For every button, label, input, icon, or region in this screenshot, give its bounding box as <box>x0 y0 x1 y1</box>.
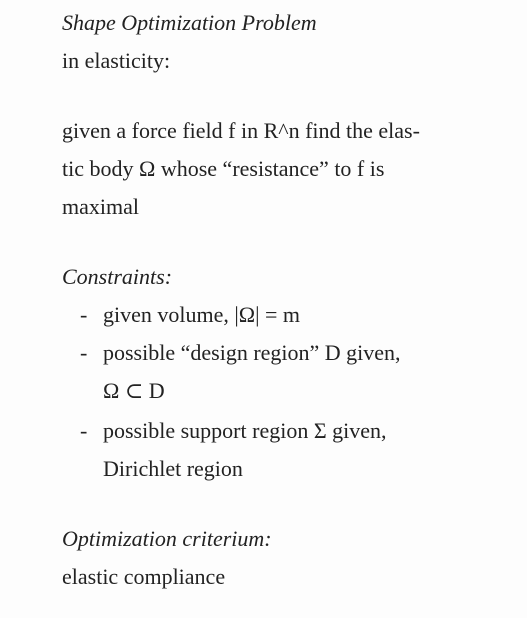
constraint-2-line-2: Ω ⊂ D <box>103 378 165 403</box>
constraint-2-line-1: possible “design region” D given, <box>103 340 401 365</box>
criterion-label: Optimization criterium: <box>62 526 272 551</box>
statement-line-2: tic body Ω whose “resistance” to f is <box>62 156 385 181</box>
heading-title: Shape Optimization Problem <box>62 10 317 35</box>
constraint-1-line-1: given volume, |Ω| = m <box>103 302 301 327</box>
constraint-1-dash: - <box>80 302 88 327</box>
constraints-label: Constraints: <box>62 264 173 289</box>
heading-subtitle: in elasticity: <box>62 48 171 73</box>
constraint-3-dash: - <box>80 418 88 443</box>
statement-line-1: given a force field f in R^n find the elas- <box>62 118 420 143</box>
constraint-3-line-2: Dirichlet region <box>103 456 243 481</box>
statement-line-3: maximal <box>62 194 139 219</box>
criterion-value: elastic compliance <box>62 564 226 589</box>
constraint-2-dash: - <box>80 340 88 365</box>
constraint-3-line-1: possible support region Σ given, <box>103 418 387 443</box>
